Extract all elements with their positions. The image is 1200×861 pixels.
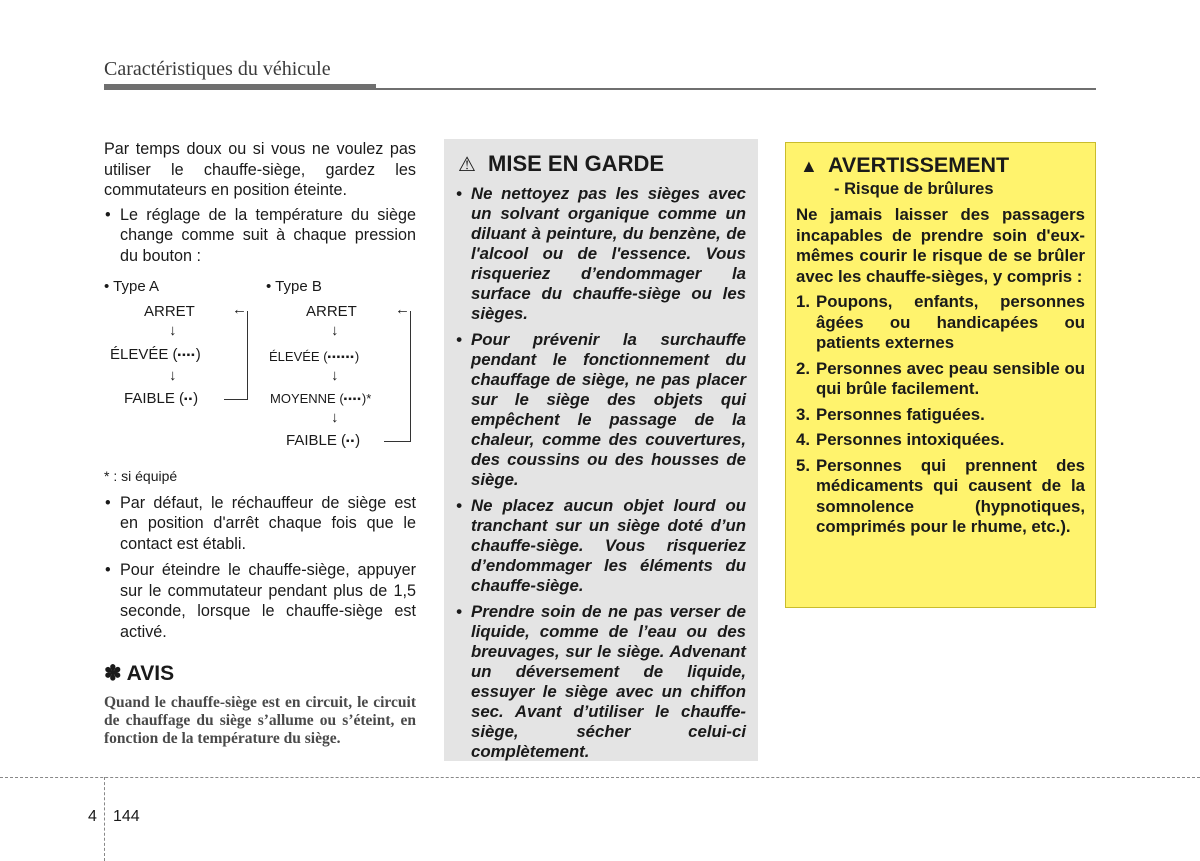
type-b-mid-label: MOYENNE (: [270, 391, 344, 406]
list-text: Personnes avec peau sensible ou qui brûle facilement.: [816, 358, 1085, 398]
arrow-down-icon: ↓: [331, 409, 339, 426]
warning-subtitle: - Risque de brûlures: [834, 180, 994, 198]
caution-title: MISE EN GARDE: [488, 151, 665, 176]
warning-list-item: [796, 405, 1085, 426]
cycle-line: [224, 399, 248, 400]
seat-heat-icon: ▪▪: [346, 436, 356, 447]
warning-list-item: [796, 292, 1085, 354]
caution-title-row: [456, 151, 746, 178]
seat-heat-icon: ▪▪: [345, 352, 355, 363]
arrow-down-icon: ↓: [169, 367, 177, 384]
intro-paragraph: Par temps doux ou si vous ne voulez pas utiliser le chauffe-siège, gardez les commutateurs en position éteinte.: [104, 140, 416, 199]
bullet-dot: •: [105, 493, 111, 512]
bullet-dot: •: [105, 205, 111, 224]
arrow-left-icon: ←: [395, 301, 410, 318]
cycle-line: [384, 441, 411, 442]
type-b-high-label: ÉLEVÉE (: [269, 349, 328, 364]
seat-heat-icon: ▪▪: [177, 350, 187, 361]
close-paren: ): [354, 349, 360, 364]
warning-box: [785, 142, 1096, 608]
type-b-low-label: FAIBLE (: [286, 432, 347, 449]
footer-dashed-divider: [104, 777, 105, 861]
list-number: 2.: [796, 358, 810, 378]
warning-triangle-icon: ▲: [800, 156, 818, 176]
caution-item: [456, 602, 746, 762]
arrow-left-icon: ←: [232, 301, 247, 318]
warning-title-row: [796, 153, 1085, 179]
list-number: 4.: [796, 430, 810, 449]
type-b-low-row: [286, 432, 360, 451]
list-number: 3.: [796, 404, 810, 424]
caution-item-text: Ne placez aucun objet lourd ou tranchant sur un siège doté d’un chauffe-siège. Vous risqueriez d’endommager les éléments du chauffe-siège.: [471, 496, 746, 595]
arrow-down-icon: ↓: [331, 322, 339, 339]
bullet-dot: •: [456, 496, 462, 515]
seat-heat-icon: ▪▪: [184, 394, 194, 405]
bullet-dot: •: [105, 561, 111, 579]
list-text: Personnes qui prennent des médicaments qui causent de la somnolence (hypnotiques, comprimés pour le rhume, etc.).: [816, 455, 1085, 536]
bullet-text: Par défaut, le réchauffeur de siège est en position d'arrêt chaque fois que le contact est établi.: [120, 493, 416, 553]
seat-heat-icon: ▪▪: [352, 394, 362, 405]
page-number: 144: [113, 808, 140, 825]
heat-cycle-diagram: [104, 278, 416, 456]
type-b-label: • Type B: [266, 278, 322, 295]
list-text: Poupons, enfants, personnes âgées ou handicapées ou patients externes: [816, 292, 1085, 352]
seat-heat-icon: ▪▪: [336, 352, 346, 363]
footnote: * : si équipé: [104, 468, 178, 484]
caution-item-text: Pour prévenir la surchauffe pendant le fonctionnement du chauffage de siège, ne pas placer sur le siège des objets qui empêchent le passage de la chaleur, comme des couvertures, des coussins ou des housses de siège.: [471, 330, 746, 489]
list-text: Personnes fatiguées.: [816, 404, 985, 424]
left-column: [104, 139, 416, 748]
notice-title: ✽ AVIS: [104, 662, 175, 685]
list-text: Personnes intoxiquées.: [816, 430, 1005, 449]
type-b-high-row: [269, 348, 359, 367]
warning-list-item: [796, 456, 1085, 538]
caution-item-text: Ne nettoyez pas les sièges avec un solvant organique comme un diluant à peinture, du benzène, de l'alcool ou de l'essence. Vous risqueriez d’endommager la surface du chauffe-siège ou les sièges.: [471, 184, 746, 323]
page-header-title: Caractéristiques du véhicule: [104, 58, 331, 80]
close-paren: ): [355, 432, 361, 449]
type-a-low-label: FAIBLE (: [124, 390, 185, 407]
warning-triangle-icon: ⚠: [458, 154, 476, 176]
mid-suffix: )*: [361, 391, 372, 406]
type-a-label: • Type A: [104, 278, 160, 295]
warning-list-item: [796, 430, 1085, 451]
close-paren: ): [195, 346, 201, 363]
bullet-dot: •: [456, 330, 462, 349]
caution-box: [444, 139, 758, 761]
seat-heat-icon: ▪▪: [327, 352, 337, 363]
warning-title: AVERTISSEMENT: [828, 153, 1010, 177]
warning-list-item: [796, 359, 1085, 400]
footer-dashed-rule: [0, 777, 1200, 778]
arrow-down-icon: ↓: [169, 322, 177, 339]
caution-item-text: Prendre soin de ne pas verser de liquide, comme de l’eau ou des breuvages, sur le siège. Advenant un déversement de liquide, essuyer le siège avec un chiffon sec. Avant d’utiliser le chauffe-siège, sécher celui-ci complètement.: [471, 602, 746, 761]
type-a-high-label: ÉLEVÉE (: [110, 346, 178, 363]
caution-item: [456, 184, 746, 324]
caution-item: [456, 496, 746, 596]
type-a-low-row: [124, 390, 198, 409]
cycle-line: [410, 311, 411, 442]
arrow-down-icon: ↓: [331, 367, 339, 384]
bullet-turn-off: [104, 560, 416, 642]
type-b-mid-row: [270, 390, 371, 409]
bullet-temperature-setting: [104, 205, 416, 267]
bullet-text: Pour éteindre le chauffe-siège, appuyer sur le commutateur pendant plus de 1,5 seconde, lorsque le chauffe-siège est activé.: [120, 561, 416, 641]
chapter-number: 4: [88, 808, 97, 825]
cycle-line: [247, 311, 248, 400]
type-a-off-label: ARRET: [144, 303, 195, 320]
bullet-dot: •: [456, 602, 462, 621]
bullet-text: Le réglage de la température du siège change comme suit à chaque pression du bouton :: [120, 205, 416, 265]
header-rule-thin: [104, 88, 1096, 90]
caution-item: [456, 330, 746, 490]
bullet-default-off: [104, 493, 416, 555]
list-number: 1.: [796, 292, 810, 311]
type-b-off-label: ARRET: [306, 303, 357, 320]
bullet-dot: •: [456, 184, 462, 203]
list-number: 5.: [796, 455, 810, 475]
type-a-high-row: [110, 346, 201, 365]
notice-text: Quand le chauffe-siège est en circuit, le circuit de chauffage du siège s’allume ou s’éteint, en fonction de la température du siège.: [104, 694, 416, 747]
close-paren: ): [193, 390, 199, 407]
warning-intro: Ne jamais laisser des passagers incapables de prendre soin d'eux-mêmes courir le risque de se brûler avec les chauffe-sièges, y compris :: [796, 205, 1085, 286]
seat-heat-icon: ▪▪: [343, 394, 353, 405]
seat-heat-icon: ▪▪: [186, 350, 196, 361]
